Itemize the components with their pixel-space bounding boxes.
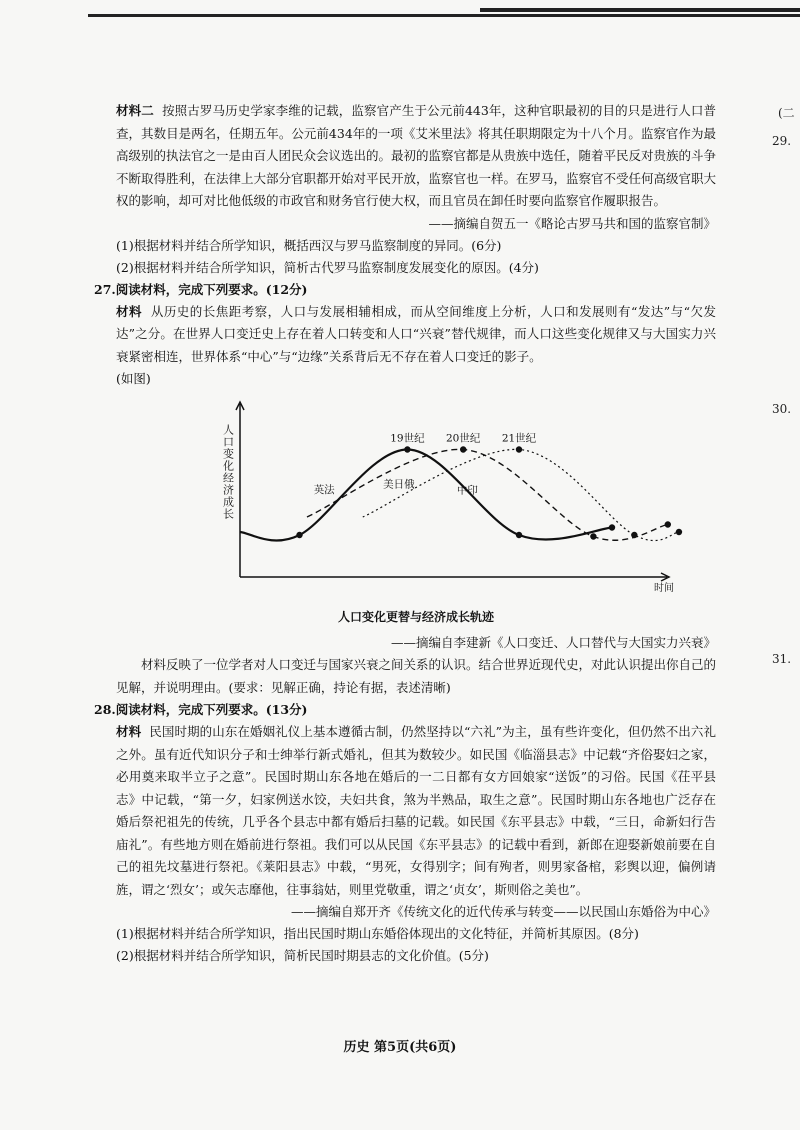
peak-label-1: 19世纪 bbox=[390, 432, 425, 445]
chart-labels bbox=[222, 424, 675, 624]
series-name-label-2: 美日俄 bbox=[383, 478, 415, 491]
series-point-3-2 bbox=[631, 532, 637, 538]
material2-text: 按照古罗马历史学家李维的记载，监察官产生于公元前443年，这种官职最初的目的只是进行人口普查，其数目是两名，任期五年。公元前434年的一项《艾米里法》将其任职期限定为十八个月。监察官作为最高级别的执法官之一是由百人团民众会议选出的。最初的监察官都是从贵族中选任，随着平民反对贵族的斗争不断取得胜利，在法律上大部分官职都开始对平民开放，监察官也一样。在罗马，监察官不受任何高级官职大权的影响，却可对比他低级的市政官和财务官行使大权，而且官员在卸任时要向监察官作履职报告。 bbox=[116, 103, 717, 208]
q27-requirement: 材料反映了一位学者对人口变迁与国家兴衰之间关系的认识。结合世界近现代史，对此认识提出你自己的见解，并说明理由。(要求：见解正确，持论有据，表述清晰) bbox=[116, 657, 717, 695]
q28-material-text: 民国时期的山东在婚姻礼仪上基本遵循古制，仍然坚持以“六礼”为主，虽有些许变化，但仍然不出六礼之外。虽有近代知识分子和士绅举行新式婚礼，但其为数较少。如民国《临淄县志》中记载“齐俗娶妇之家，必用奠来取半立子之意”。民国时期山东各地在婚后的一二日都有女方回娘家“送饭”的习俗。民国《茌平县志》中记载，“第一夕，妇家例送水饺，夫妇共食，煞为半熟品，取生之意”。民国时期山东各地也广泛存在婚后祭祀祖先的传统，几乎各个县志中都有婚后扫墓的记载。如民国《东平县志》中载，“三日，命新妇行告庙礼”。有些地方则在婚前进行祭祖。我们可以从民国《东平县志》的记载中看到，新郎在迎娶新娘前要在自己的祖先坟墓进行祭祀。《莱阳县志》中载，“男死，女得别字；间有殉者，则男家备棺，彩舆以迎，偏例请旌，谓之‘烈女’；或矢志靡他，往事翁姑，则里党敬重，谓之‘贞女’，斯则俗之美也”。 bbox=[116, 724, 716, 897]
series-peak-point-1 bbox=[404, 446, 410, 452]
material2-question-2: (2)根据材料并结合所学知识，简析古代罗马监察制度发展变化的原因。(4分) bbox=[116, 259, 539, 275]
series-name-label-3: 中印 bbox=[456, 484, 478, 497]
material2-paragraph bbox=[116, 100, 716, 213]
series-peak-point-2 bbox=[460, 446, 466, 452]
series-peak-point-3 bbox=[516, 446, 522, 452]
material2-label: 材料二 bbox=[116, 103, 154, 118]
q28-question-1: (1)根据材料并结合所学知识，指出民国时期山东婚俗体现出的文化特征，并简析其原因。(8分) bbox=[116, 926, 639, 941]
edge-fragment-2: 29. bbox=[772, 134, 792, 148]
series-line-3 bbox=[363, 449, 679, 540]
series-point-2-3 bbox=[665, 521, 671, 527]
series-point-1-1 bbox=[296, 532, 302, 538]
series-point-1-3 bbox=[516, 532, 522, 538]
series-line-1 bbox=[240, 450, 612, 541]
page-content bbox=[94, 100, 717, 967]
q28-heading: 28.阅读材料，完成下列要求。(13分) bbox=[94, 702, 308, 717]
series-point-1-4 bbox=[609, 524, 615, 530]
page-footer: 历史 第5页(共6页) bbox=[343, 1040, 457, 1055]
material2-question-1: (1)根据材料并结合所学知识，概括西汉与罗马监察制度的异同。(6分) bbox=[116, 237, 502, 253]
chart-title: 人口变化更替与经济成长轨迹 bbox=[337, 610, 495, 624]
q28-question-2: (2)根据材料并结合所学知识，简析民国时期县志的文化价值。(5分) bbox=[116, 948, 489, 963]
q27-source: ——摘编自李建新《人口变迁、人口替代与大国实力兴衰》 bbox=[390, 635, 716, 650]
header-rule bbox=[88, 14, 800, 17]
y-axis-label: 人口变化经济成长 bbox=[221, 424, 235, 520]
series-point-2-2 bbox=[590, 533, 596, 539]
chart-axes bbox=[236, 402, 669, 581]
x-axis-label: 时间 bbox=[654, 583, 674, 594]
q28-material-paragraph bbox=[116, 721, 716, 901]
q27-material-paragraph bbox=[116, 301, 716, 369]
peak-label-2: 20世纪 bbox=[446, 432, 481, 445]
population-economy-chart bbox=[116, 392, 716, 630]
q27-heading: 27.阅读材料，完成下列要求。(12分) bbox=[94, 281, 308, 297]
series-name-label-1: 英法 bbox=[313, 483, 335, 496]
q27-figure-note: (如图) bbox=[116, 371, 151, 386]
material2-source: ——摘编自贺五一《略论古罗马共和国的监察官制》 bbox=[428, 215, 716, 231]
q27-material-text: 从历史的长焦距考察，人口与发展相辅相成，而从空间维度上分析，人口和发展则有“发达”与“欠发达”之分。在世界人口变迁史上存在着人口转变和人口“兴衰”替代规律，而人口这些变化规律又与大国实力兴衰紧密相连，世界体系“中心”与“边缘”关系背后无不存在着人口变迁的影子。 bbox=[116, 303, 716, 364]
chart-svg bbox=[116, 392, 716, 630]
header-rule-thick bbox=[480, 8, 800, 12]
q28-source: ——摘编自郑开齐《传统文化的近代传承与转变——以民国山东婚俗为中心》 bbox=[290, 904, 716, 919]
q27-material-label: 材料 bbox=[116, 303, 142, 319]
edge-fragment-4: 31. bbox=[772, 652, 792, 666]
q28-material-label: 材料 bbox=[116, 724, 142, 739]
series-point-3-3 bbox=[676, 529, 682, 535]
edge-fragment-1: (二 bbox=[778, 106, 795, 120]
edge-fragment-3: 30. bbox=[772, 402, 792, 416]
peak-label-3: 21世纪 bbox=[501, 432, 537, 445]
